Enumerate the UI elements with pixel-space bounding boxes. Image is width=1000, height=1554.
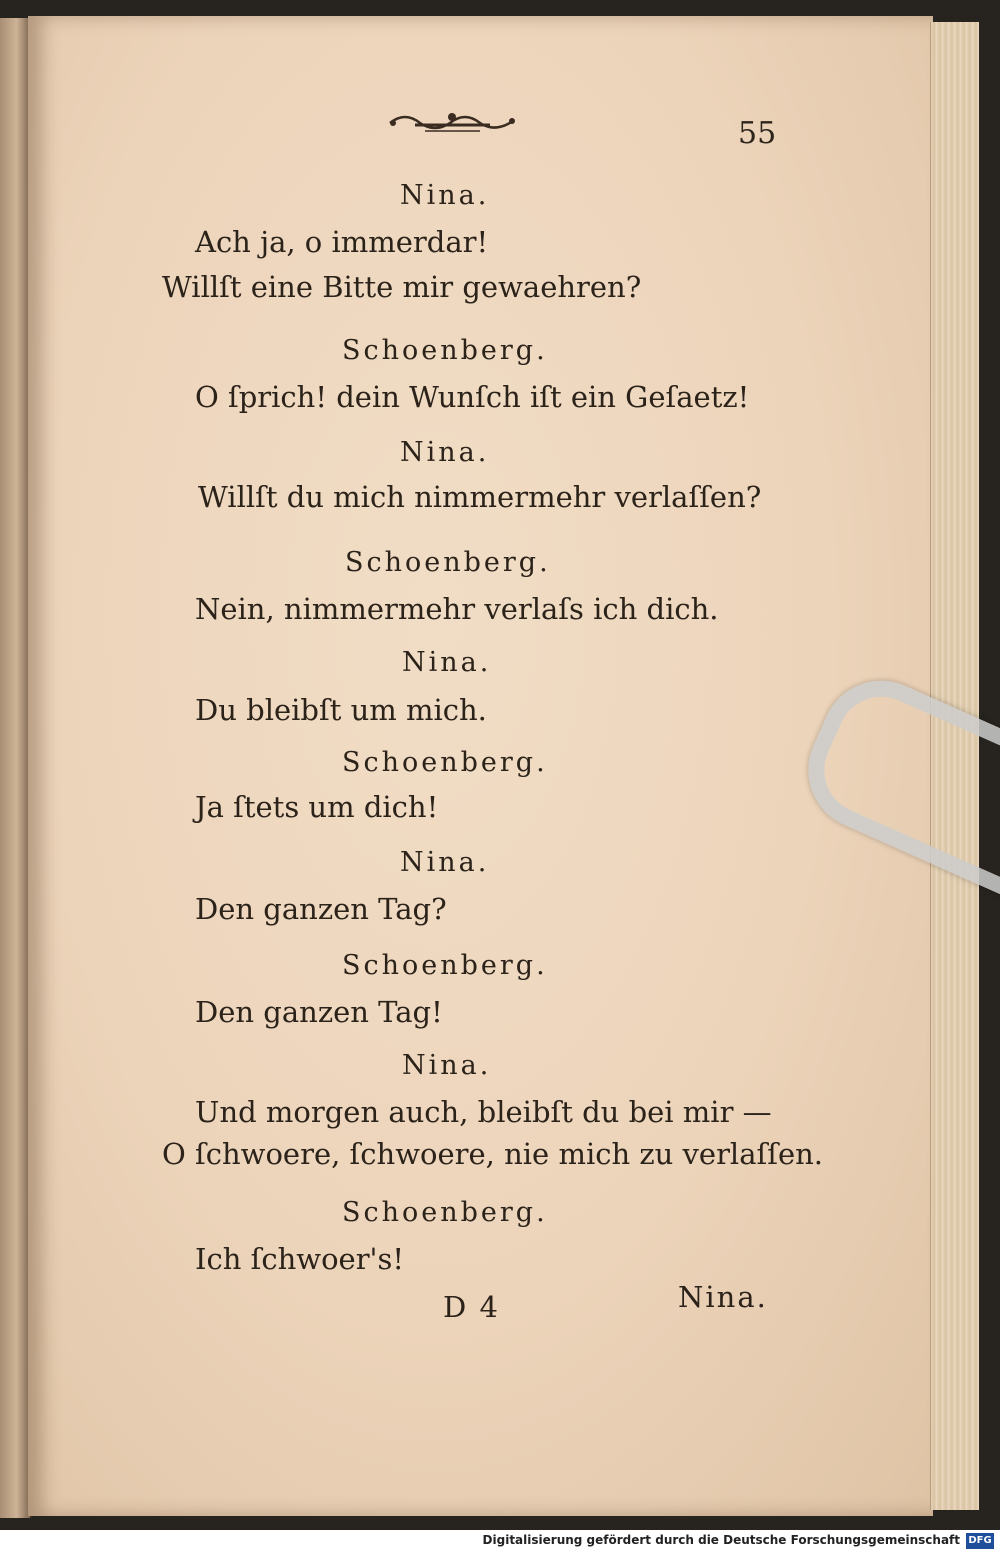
ornament-icon [385, 103, 520, 139]
page-number: 55 [738, 116, 777, 151]
speaker-name: Schoenberg. [342, 950, 548, 981]
speaker-name: Nina. [400, 437, 490, 468]
dialogue-line: Den ganzen Tag? [195, 892, 447, 926]
dialogue-line: Ach ja, o immerdar! [195, 225, 489, 259]
dialogue-line: Und morgen auch, bleibſt du bei mir — [195, 1095, 772, 1129]
speaker-name: Schoenberg. [345, 547, 551, 578]
dialogue-line: Ich ſchwoer's! [195, 1242, 405, 1276]
dialogue-line: O ſchwoere, ſchwoere, nie mich zu verlaſſen. [162, 1137, 824, 1171]
speaker-name: Nina. [400, 180, 490, 211]
speaker-name: Schoenberg. [342, 335, 548, 366]
dialogue-line: O ſprich! dein Wunſch iſt ein Geſaetz! [195, 380, 750, 414]
footer-credit: Digitalisierung gefördert durch die Deutsche Forschungsgemeinschaft [482, 1533, 960, 1547]
speaker-name: Schoenberg. [342, 1197, 548, 1228]
dialogue-line: Ja ſtets um dich! [195, 790, 439, 824]
signature-mark: D 4 [443, 1290, 500, 1324]
dialogue-line: Willſt eine Bitte mir gewaehren? [162, 270, 642, 304]
speaker-name: Nina. [402, 1050, 492, 1081]
catchword: Nina. [678, 1280, 768, 1314]
dialogue-line: Den ganzen Tag! [195, 995, 443, 1029]
dfg-logo: DFG [966, 1533, 994, 1549]
speaker-name: Nina. [402, 647, 492, 678]
dialogue-line: Nein, nimmermehr verlaſs ich dich. [195, 592, 719, 626]
footer-bar [0, 1530, 1000, 1554]
dialogue-line: Willſt du mich nimmermehr verlaſſen? [198, 480, 762, 514]
dialogue-line: Du bleibſt um mich. [195, 693, 487, 727]
speaker-name: Schoenberg. [342, 747, 548, 778]
speaker-name: Nina. [400, 847, 490, 878]
